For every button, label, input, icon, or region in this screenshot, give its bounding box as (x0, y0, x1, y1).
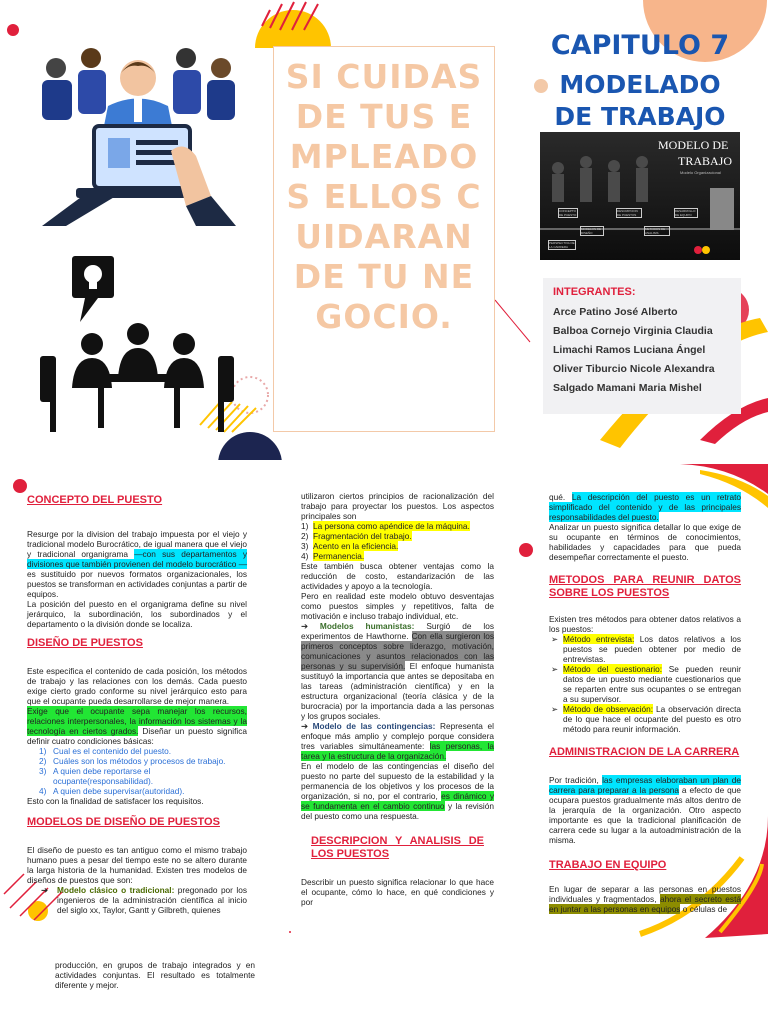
paragraph: Describir un puesto significa relacionar lo que hace el ocupante, cómo lo hace, en qué condiciones y por (301, 877, 494, 907)
cover-box-1: CONCEPTO DE PUESTO (559, 209, 577, 217)
conditions-list (27, 746, 247, 796)
list-item: 4) Permanencia. (301, 551, 365, 561)
section-title-modelos: MODELOS DE DISEÑO DE PUESTOS (27, 816, 220, 828)
member-name: Salgado Mamani Maria Mishel (553, 382, 702, 394)
column-3 (549, 492, 741, 914)
cover-box-6: PERSPECTIVA DE LA CARRERA (549, 241, 575, 249)
paragraph: En el modelo de las contingencias el diseño del puesto no parte del supuesto de la estabilidad y la permanencia de los objetivos y los procesos de la organización, si no, por el contrario, es dinámico y se fundamenta en el cambio continuo y la revisión del puesto como una respuesta. (301, 761, 494, 821)
paragraph: En lugar de separar a las personas en puestos individuales y fragmentados, ahora el secreto está en juntar a las personas en equipos o células de (549, 884, 741, 914)
slogan-panel (273, 46, 495, 432)
cover-subtitle: Modelo Organizacional (680, 170, 721, 175)
list-item: 1) Cual es el contenido del puesto. (39, 746, 172, 756)
cover-box-5: METODOS DE ANALISIS (644, 226, 670, 236)
section-title-metodos: METODOS PARA REUNIR DATOS SOBRE LOS PUESTOS (549, 574, 741, 599)
text: Diseñar un puesto significa definir cuatro condiciones básicas: (27, 726, 247, 746)
text: es sustituido por nuevos formatos organizacionales, los puestos se transforman en actividades conjuntas a partir de equipos. (27, 569, 247, 599)
bullet-item: ➢ Método del cuestionario: Se pueden reunir datos de un puesto mediante cuestionarios que se reparten entre sus ocupantes o se entregan a su supervisor. (551, 664, 741, 704)
list-item: 3) Acento en la eficiencia. (301, 541, 399, 551)
bullet-item: ➔ Modelo clásico o tradicional: pregonado por los ingenieros de la administración científica al inicio del siglo xx, Taylor, Gantt y Gilbreth, quienes (41, 885, 247, 915)
paragraph: Existen tres métodos para obtener datos relativos a los puestos: (549, 614, 741, 634)
paragraph: Este especifica el contenido de cada posición, los métodos de trabajo y las relaciones con los demás. Cada puesto exige cierto grado conforme su nivel jerárquico esto para que el ocupante pueda desarrollarse de mejor manera. (27, 666, 247, 706)
list-item: 2) Cuáles son los métodos y procesos de trabajo. (39, 756, 226, 766)
paragraph (27, 706, 247, 746)
text: Resurge por la division del trabajo impuesta por el viejo y tradicional modelo Burocrático, de igual manera que el viejo y tradicional organigrama (27, 529, 247, 559)
aspects-list (301, 521, 494, 561)
paragraph: Esto con la finalidad de satisfacer los requisitos. (27, 796, 204, 806)
list-item: 4) A quien debe supervisar(autoridad). (39, 786, 185, 796)
paragraph: Pero en realidad este modelo obtuvo desventajas como puestos simples y repetitivos, falta de motivación e incluso trabajo individual, etc. (301, 591, 494, 621)
section-title-concepto: CONCEPTO DEL PUESTO (27, 494, 163, 506)
chapter-title-line2: DE TRABAJO (554, 102, 726, 131)
paragraph: qué. La descripción del puesto es un retrato simplificado del contenido y de las principales responsabilidades del puesto. (549, 492, 741, 522)
text: pregonado por los ingenieros de la administración científica al inicio del siglo xx, Taylor, Gantt y Gilbreth, quienes (57, 885, 247, 915)
highlight: Exige que el ocupante sepa manejar los recursos, relaciones interpersonales, la información los sistemas y la tecnología en ciertos grados. (27, 706, 247, 736)
member-name: Arce Patino José Alberto (553, 306, 678, 318)
paragraph: Analizar un puesto significa detallar lo que exige de su ocupante en términos de conocimientos, habilidades y capacidades para que pueda desempeñar correctamente el puesto. (549, 522, 741, 562)
highlight: —con sus departamentos y divisiones que también provienen del modelo burocrático — (27, 549, 247, 569)
section-title-diseno: DISEÑO DE PUESTOS (27, 637, 143, 649)
bullet-item: ➔ Modelos humanistas: Surgió de los experimentos de Hawthorne. Con ella surgieron los primeros conceptos sobre liderazgo, motivación, comunicaciones y asuntos relacionados con las personas y su supervisión. El enfoque humanista sustituyó la importancia que antes se depositaba en las tareas (administración científica) y en la estructura organizacional (teoría clásica y de la burocracia) por la importancia dada a las personas y los grupos sociales. (301, 621, 495, 721)
bullet-item: ➢ Método de observación: La observación directa de lo que hace el ocupante del puesto es otro método para reunir información. (551, 704, 741, 734)
member-name: Limachi Ramos Luciana Ángel (553, 344, 706, 356)
cover-title-line2: TRABAJO (678, 154, 733, 168)
cover-box-2: DESCRIPCION DE PUESTOS (616, 208, 642, 218)
section-title-administracion: ADMINISTRACION DE LA CARRERA (549, 746, 740, 758)
paragraph: El diseño de puesto es tan antiguo como el mismo trabajo humano pues a pesar del tiempo este no se altero durante la larga historia de la humanidad. Existen tres modelos de diseños de puestos que son: (27, 845, 247, 885)
footer-paragraph: producción, en grupos de trabajo integrados y en actividades conjuntas. El resultado es totalmente diferente y mejor. (55, 960, 255, 990)
column-2 (301, 491, 494, 907)
list-item: 1) La persona como apéndice de la máquina. (301, 521, 470, 531)
paragraph (27, 529, 247, 599)
chapter-title-line1: MODELADO (559, 70, 721, 99)
paragraph: Este también busca obtener ventajas como la reducción de costo, estandarización de las actividades y apoyo a la tecnología. (301, 561, 494, 591)
meeting-lightbulb-icon (40, 252, 235, 432)
cover-title-line1: MODELO DE (658, 138, 729, 152)
members-heading: INTEGRANTES: (553, 286, 636, 298)
paragraph: La posición del puesto en el organigrama define su nivel jerárquico, la subordinación, los subordinados y el departamento o la división donde se localiza. (27, 599, 247, 629)
list-item: 2) Fragmentación del trabajo. (301, 531, 412, 541)
paragraph: utilizaron ciertos principios de racionalización del trabajo para proyectar los puestos. Los aspectos principales son (301, 491, 494, 521)
paragraph: Por tradición, las empresas elaboraban un plan de carrera para preparar a la persona a efecto de que ocupara puestos gradualmente más altos dentro de la jerarquía de la organización. Otro aspecto importante es que la tradicional planificación de carrera cede su lugar a la autoadministración de la misma. (549, 775, 742, 845)
section-title-equipo: TRABAJO EN EQUIPO (549, 859, 667, 871)
bullet-item: ➢ Método entrevista: Los datos relativos a los puestos se pueden obtener por medio de entrevistas. (551, 634, 741, 664)
cover-box-3: DESARROLLO DE EQUIPO (674, 208, 698, 218)
section-title-descripcion: DESCRIPCION Y ANALISIS DE LOS PUESTOS (311, 835, 484, 860)
label: Modelo clásico o tradicional: (57, 885, 175, 895)
member-name: Oliver Tiburcio Nicole Alexandra (553, 363, 715, 375)
cover-box-4: MODELOS DE DISEÑO (580, 226, 604, 236)
chapter-number: CAPITULO 7 (550, 30, 730, 61)
column-1 (27, 494, 247, 915)
slogan-text: SI CUIDAS DE TUS EMPLEADOS ELLOS CUIDARAN DE TU NEGOCIO. (285, 57, 483, 336)
member-name: Balboa Cornejo Virginia Claudia (553, 325, 713, 337)
members-panel (543, 278, 741, 414)
bullet-item: ➔ Modelo de las contingencias: Representa el enfoque más amplio y complejo porque considera tres variables simultáneamente: las personas, la tarea y la estructura de la organización. (301, 721, 495, 761)
business-team-illustration (36, 36, 241, 226)
chapter-cover-image (540, 132, 740, 260)
list-item: 3) A quien debe reportarse el ocupante(responsabilidad). (39, 766, 154, 786)
